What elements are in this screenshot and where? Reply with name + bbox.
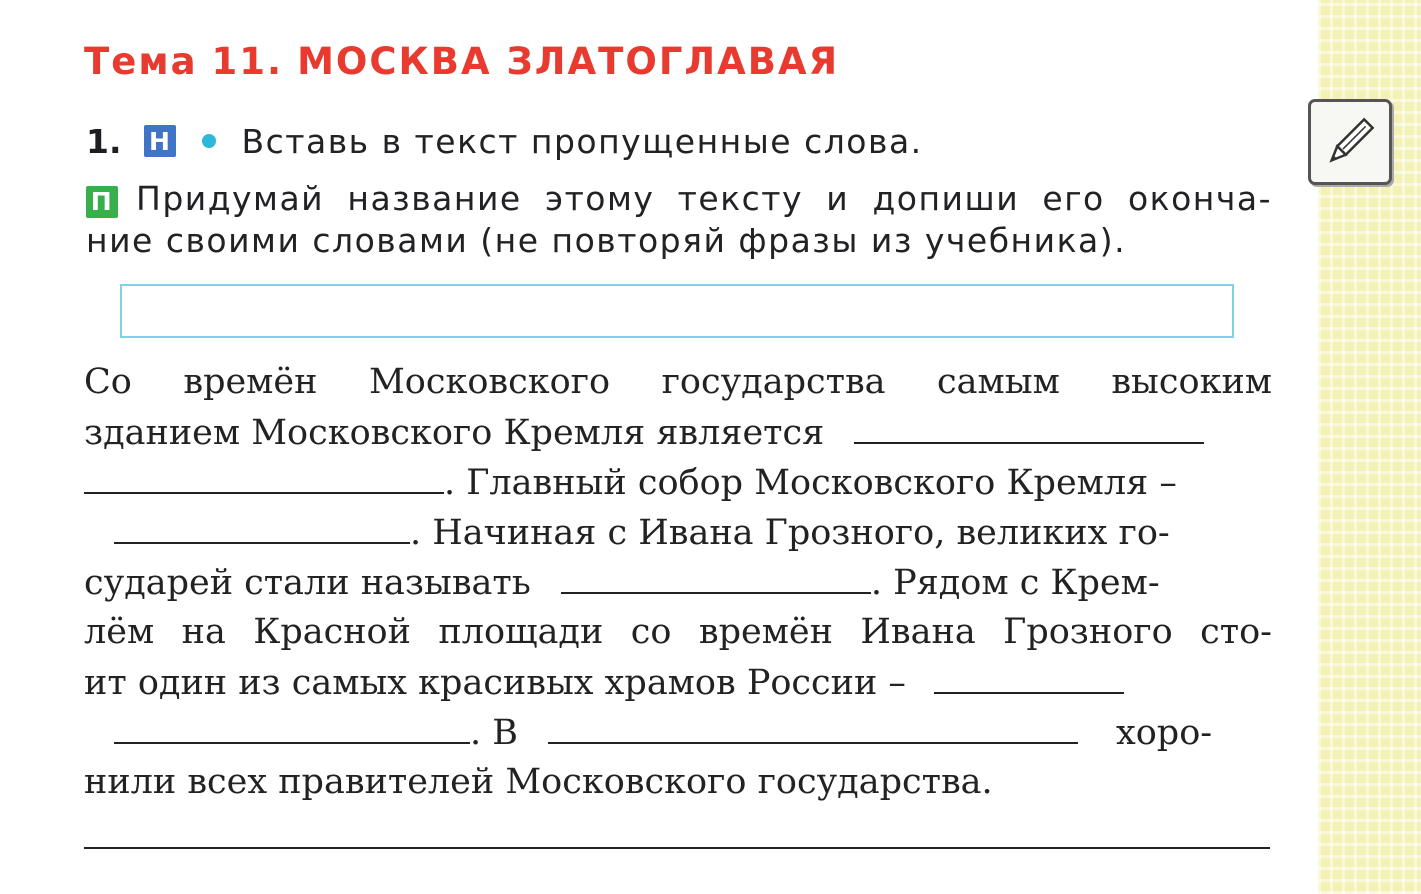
- text-line-4: . Начиная с Ивана Грозного, великих го-: [84, 512, 1272, 553]
- answer-blank-2[interactable]: [84, 462, 444, 494]
- answer-blank-5[interactable]: [934, 662, 1124, 694]
- text-line-8: . В хоро-: [84, 712, 1272, 753]
- title-text: МОСКВА ЗЛАТОГЛАВАЯ: [297, 40, 840, 83]
- answer-blank-4[interactable]: [561, 562, 871, 594]
- pencil-icon: [1323, 114, 1377, 170]
- title-number: 11.: [211, 40, 284, 83]
- extra-task: [86, 178, 1272, 262]
- page-title: [84, 40, 839, 83]
- text-line-6: лём на Красной площади со времён Ивана Грозного сто-: [84, 612, 1272, 652]
- text-line-3: . Главный собор Московского Кремля –: [84, 462, 1272, 503]
- extra-badge: П: [86, 186, 118, 218]
- pencil-button[interactable]: [1308, 99, 1392, 185]
- text-line-9: нили всех правителей Московского государства.: [84, 762, 993, 802]
- extra-instruction-line-1: П Придумай название этому тексту и допиши его оконча-: [86, 178, 1272, 220]
- task-instruction: Вставь в текст пропущенные слова.: [241, 121, 923, 161]
- text-line-5: сударей стали называть . Рядом с Крем-: [84, 563, 1160, 603]
- dot-icon: [202, 134, 216, 148]
- answer-line-continuation[interactable]: [84, 847, 1270, 849]
- answer-blank-6[interactable]: [114, 712, 470, 744]
- task-number: 1.: [86, 121, 122, 161]
- answer-blank-1[interactable]: [854, 412, 1204, 444]
- title-prefix: Тема: [84, 40, 198, 83]
- text-line-2: зданием Московского Кремля является: [84, 412, 1272, 453]
- extra-instruction-line-2: ние своими словами (не повторяй фразы из учебника).: [86, 221, 1127, 260]
- text-line-1: Со времён Московского государства самым высоким: [84, 362, 1272, 402]
- task-header: [86, 118, 923, 164]
- answer-blank-7[interactable]: [548, 712, 1078, 744]
- answer-blank-3[interactable]: [114, 512, 410, 544]
- level-badge: Н: [144, 125, 176, 157]
- text-line-7: ит один из самых красивых храмов России –: [84, 662, 1272, 703]
- text-title-input-box[interactable]: [120, 284, 1234, 338]
